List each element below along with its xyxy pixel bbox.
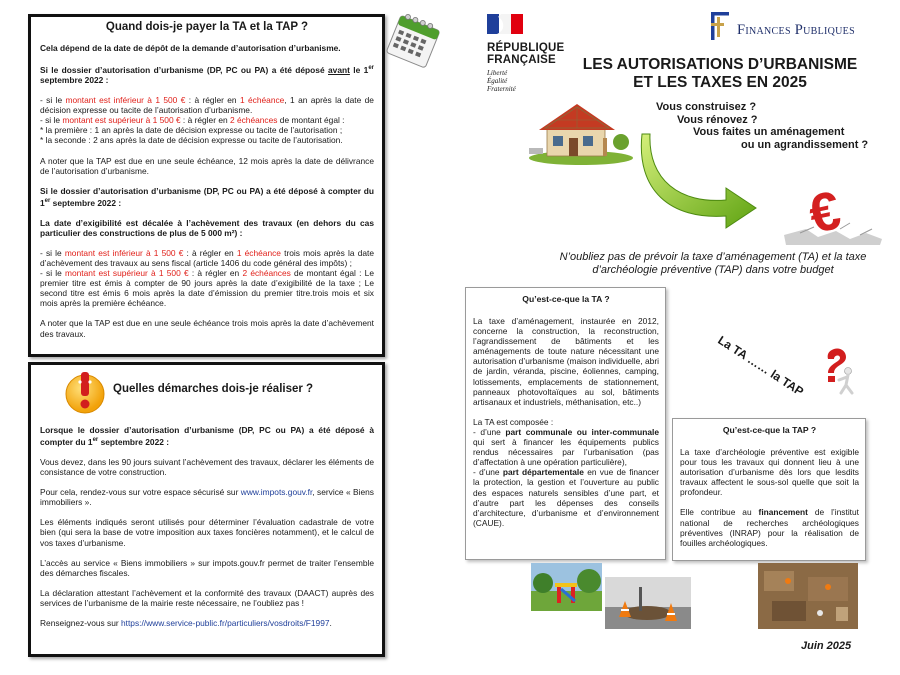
- main-title-line1: LES AUTORISATIONS D’URBANISME: [582, 56, 858, 73]
- tax-reminder: N’oubliez pas de prévoir la taxe d’aménagement (TA) et la taxe d’archéologie préventive (TAP) dans votre budget: [559, 251, 867, 276]
- calendar-icon: [384, 14, 444, 70]
- motto-egalite: Égalité: [487, 77, 508, 85]
- case1-line3: * la première : 1 an après la date de décision expresse ou tacite de l’autorisation ;: [40, 125, 343, 136]
- question-mark-figure-icon: [812, 343, 864, 395]
- finances-publiques-emblem-icon: [709, 10, 733, 42]
- tap-funding: Elle contribue au financement de l’institut national de recherches archéologiques préventives (INRAP) pour la réalisation de fouilles archéologiques.: [680, 507, 859, 548]
- main-title: [540, 56, 900, 92]
- ta-municipal-share: - d’une part communale ou inter-communale qui sert à financer les équipements publics rendus nécessaires par l’urbanisation (pas d’affectation à une opération particulière),: [473, 426, 659, 468]
- tap-description: La taxe d’archéologie préventive est exigible pour tous les travaux qui donnent lieu à une autorisation d’urbanisme dès lors que lesdits travaux affectent le sous-sol quelle que soit la profondeur.: [680, 447, 859, 498]
- case2-line1: - si le montant est inférieur à 1 500 € : à régler en 1 échéance trois mois après la date d’achèvement des travaux au sens fiscal (article 1406 du code général des impôts) ;: [40, 247, 374, 268]
- procedures-p3: Les éléments indiqués seront utilisés pour déterminer l’évaluation cadastrale de votre bien (qui sera la base de votre imposition aux taxes foncières notamment), et le calcul de vos taxes d’urbanisme.: [40, 517, 374, 548]
- case1-note: A noter que la TAP est due en une seule échéance, 12 mois après la date de délivrance de l’autorisation d’urbanisme.: [40, 155, 374, 176]
- case2-heading2: La date d’exigibilité est décalée à l’achèvement des travaux (en dehors du cas particulier des constructions de plus de 5 000 m²) :: [40, 217, 374, 238]
- case2-note: A noter que la TAP est due en une seule échéance trois mois après la date d’achèvement des travaux.: [40, 318, 374, 339]
- main-title-line2: ET LES TAXES EN 2025: [633, 74, 807, 91]
- ta-tap-slogan: La TA …… la TAP: [715, 333, 807, 399]
- procedures-heading: Lorsque le dossier d’autorisation d’urbanisme (DP, PC ou PA) a été déposé à compter du 1er septembre 2022 :: [40, 425, 374, 447]
- procedures-p6: Renseignez-vous sur https://www.service-public.fr/particuliers/vosdroits/F1997.: [40, 618, 332, 629]
- case1-line1: - si le montant est inférieur à 1 500 € : à régler en 1 échéance, 1 an après la date de décision expresse ou tacite de l’autorisation d’urbanisme.: [40, 95, 374, 116]
- tap-definition-box: [672, 418, 866, 561]
- case1-heading: Si le dossier d’autorisation d’urbanisme (DP, PC ou PA) a été déposé avant le 1er septembre 2022 :: [40, 64, 374, 85]
- question-construct: Vous construisez ?: [656, 101, 757, 113]
- case2-line2: - si le montant est supérieur à 1 500 € : à régler en 2 échéances de montant égal : Le premier titre est émis à compter de 90 jours après la date d’exigibilité de la taxe ; Le second titre est émis 6 mois après la date d’émission du premier titre.trois mois et six mois après la première échéance.: [40, 268, 374, 309]
- procedures-p4: L’accès au service « Biens immobiliers » sur impots.gouv.fr permet de traiter l’ensemble des démarches fiscales.: [40, 557, 374, 578]
- euro-sign-icon: [780, 173, 885, 248]
- fp-logo-text: Finances Publiques: [737, 22, 855, 38]
- ta-definition-box: [465, 287, 666, 560]
- case1-line4: * la seconde : 2 ans après la date de décision expresse ou tacite de l’autorisation.: [40, 135, 343, 146]
- payment-timing-title: Quand dois-je payer la TA et la TAP ?: [105, 21, 309, 33]
- publication-date: Juin 2025: [801, 640, 852, 652]
- finances-publiques-logo: [709, 10, 889, 44]
- svg-text:€: €: [803, 180, 846, 245]
- procedures-p1: Vous devez, dans les 90 jours suivant l’achèvement des travaux, déclarer les éléments de consistance de votre construction.: [40, 456, 374, 478]
- tap-box-title: Qu’est-ce-que la TAP ?: [722, 425, 817, 435]
- rf-line1: RÉPUBLIQUE: [487, 42, 565, 54]
- rf-line2: FRANÇAISE: [487, 54, 556, 66]
- question-renovate: Vous rénovez ?: [677, 114, 758, 126]
- motto-liberte: Liberté: [487, 69, 508, 77]
- archaeological-dig-photo: [758, 563, 858, 629]
- case2-heading: Si le dossier d’autorisation d’urbanisme (DP, PC ou PA) a été déposé à compter du 1er septembre 2022 :: [40, 185, 374, 208]
- procedures-title: Quelles démarches dois-je réaliser ?: [113, 383, 314, 395]
- question-develop: Vous faites un aménagement: [693, 126, 845, 138]
- construction-work-photo: [605, 577, 691, 629]
- marianne-flag-icon: [487, 14, 523, 34]
- procedures-box: [28, 362, 385, 657]
- ta-composition-intro: La TA est composée :: [473, 416, 554, 427]
- green-arrow-icon: [640, 130, 760, 230]
- procedures-p5: La déclaration attestant l’achèvement et la conformité des travaux (DAACT) auprès des services de l’urbanisme de la mairie reste nécessaire, ne l’oubliez pas !: [40, 587, 374, 608]
- exclamation-alert-icon: [61, 368, 109, 416]
- impots-link[interactable]: www.impots.gouv.fr: [240, 487, 313, 498]
- motto-fraternite: Fraternité: [487, 85, 516, 93]
- question-extend: ou un agrandissement ?: [741, 139, 869, 151]
- case1-line2: - si le montant est supérieur à 1 500 € : à régler en 2 échéances de montant égal :: [40, 115, 345, 126]
- payment-intro: Cela dépend de la date de dépôt de la demande d’autorisation d’urbanisme.: [40, 43, 341, 53]
- ta-box-title: Qu’est-ce-que la TA ?: [522, 294, 610, 304]
- payment-timing-box: [28, 14, 385, 357]
- ta-description: La taxe d’aménagement, instaurée en 2012, concerne la construction, la reconstruction, l’agrandissement de bâtiments et les aménagements de toute nature nécessitant une autorisation d’urbanisme (maison individuelle, abri de jardin, véranda, piscine, éoliennes, camping, lotissements, emplacements de stationnement, panneaux photovoltaïques au sol, bâtiments artisanaux et industriels, méthanisation, etc..): [473, 316, 659, 407]
- service-public-link[interactable]: https://www.service-public.fr/particuliers/vosdroits/F1997: [121, 618, 330, 629]
- procedures-p2: Pour cela, rendez-vous sur votre espace sécurisé sur www.impots.gouv.fr, service « Biens immobiliers ».: [40, 487, 374, 508]
- playground-photo: [531, 563, 602, 611]
- ta-departmental-share: - d’une part départementale en vue de financer la protection, la gestion et l’ouverture au public des espaces naturels sensibles d’une part, et d’autre part les dépenses des conseils d’architecture, d’urbanisme et d’environnement (CAUE).: [473, 467, 659, 528]
- house-illustration: [525, 98, 633, 166]
